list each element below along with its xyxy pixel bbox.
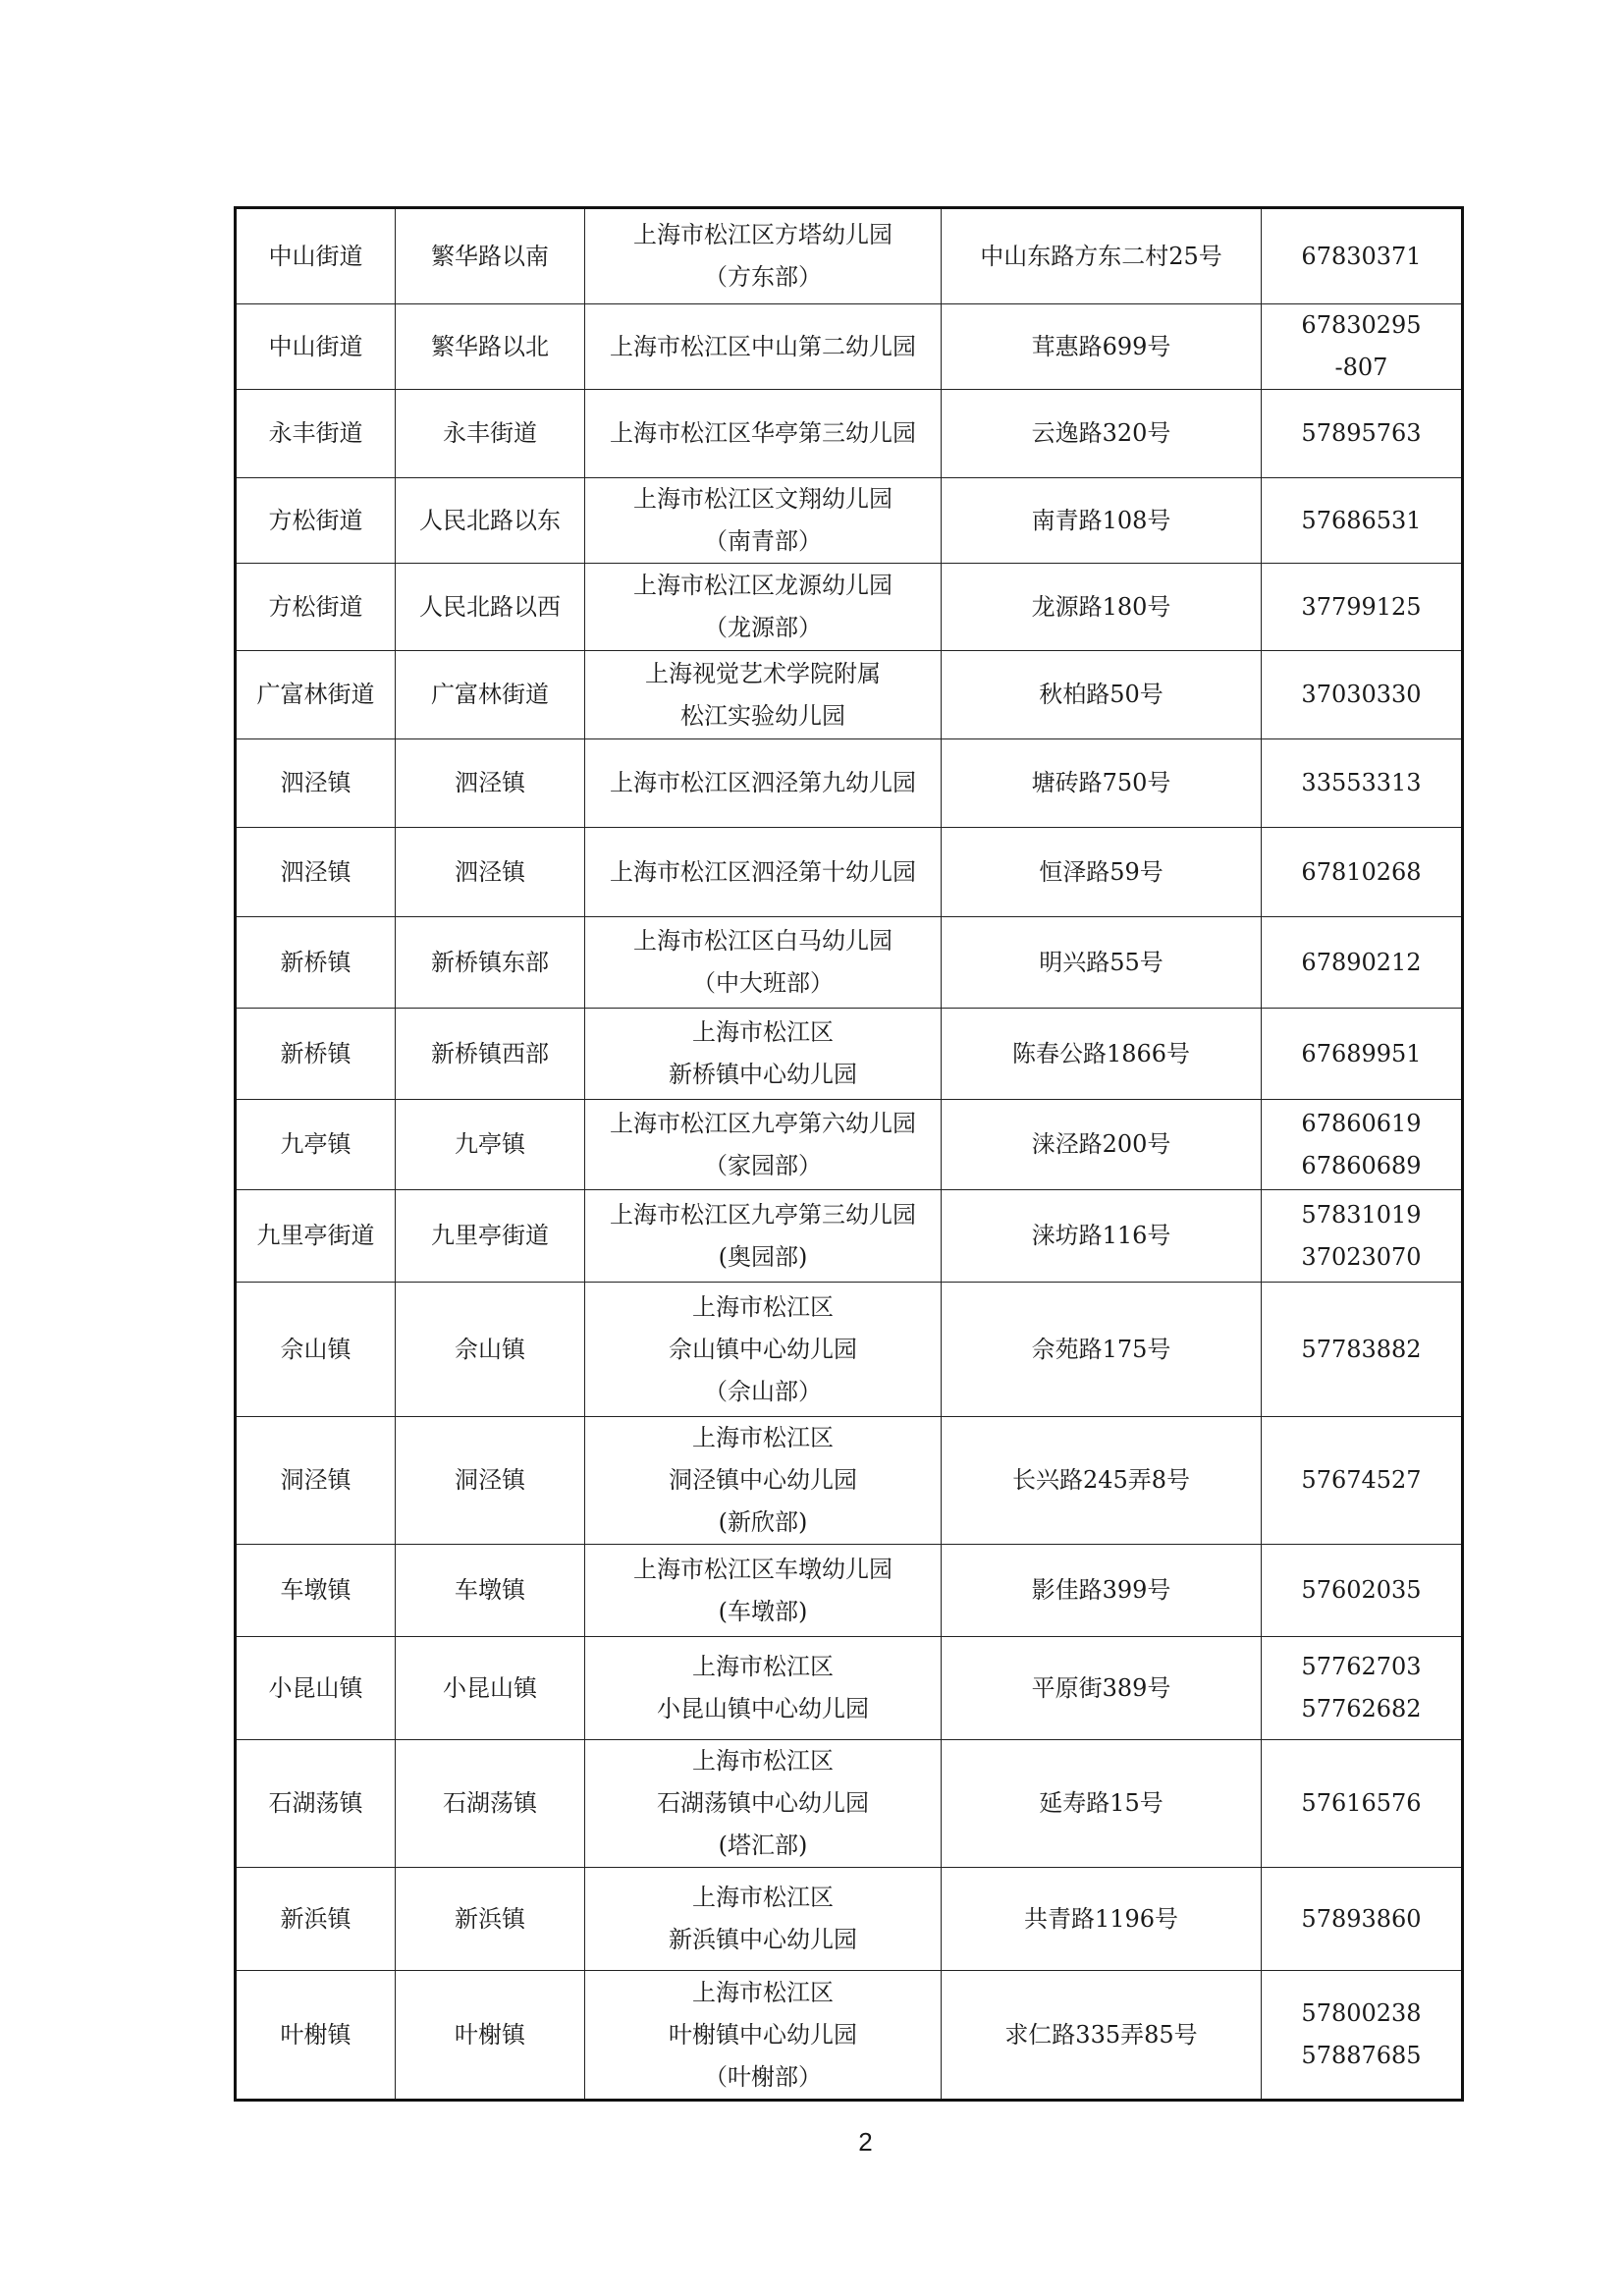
street-cell: 新浜镇: [236, 1868, 396, 1971]
school-cell: [585, 1545, 942, 1637]
area-cell: 广富林街道: [396, 651, 585, 739]
school-cell-line: 上海市松江区文翔幼儿园: [633, 485, 893, 513]
school-cell: [585, 390, 942, 478]
table-row: [236, 1971, 1463, 2101]
table-row: [236, 564, 1463, 651]
address-cell: 求仁路335弄85号: [942, 1971, 1262, 2101]
phone-cell: [1262, 564, 1463, 651]
phone-cell: [1262, 1868, 1463, 1971]
school-cell-line: 佘山镇中心幼儿园: [669, 1335, 857, 1363]
address-cell: 平原街389号: [942, 1637, 1262, 1740]
school-cell-line: 上海市松江区方塔幼儿园: [633, 221, 893, 248]
school-cell-line: 上海市松江区泗泾第九幼儿园: [610, 769, 916, 796]
street-cell: 方松街道: [236, 564, 396, 651]
area-cell: 车墩镇: [396, 1545, 585, 1637]
address-cell: 龙源路180号: [942, 564, 1262, 651]
table-row: [236, 1417, 1463, 1545]
street-cell: 佘山镇: [236, 1283, 396, 1417]
school-cell: [585, 208, 942, 304]
area-cell: 小昆山镇: [396, 1637, 585, 1740]
school-cell-line: 上海市松江区九亭第三幼儿园: [610, 1200, 916, 1229]
school-cell-line: (塔汇部): [718, 1831, 808, 1859]
phone-cell-line: 57616576: [1301, 1789, 1422, 1817]
phone-cell-line: 57686531: [1301, 506, 1422, 534]
school-cell-line: 上海市松江区中山第二幼儿园: [610, 332, 916, 360]
school-cell-line: 洞泾镇中心幼儿园: [669, 1466, 857, 1494]
school-cell: [585, 828, 942, 917]
school-cell-line: 叶榭镇中心幼儿园: [669, 2020, 857, 2049]
school-cell: [585, 1740, 942, 1868]
phone-cell-line: 67860619: [1301, 1109, 1422, 1137]
phone-cell-line: 67830295: [1301, 311, 1422, 339]
phone-cell: [1262, 917, 1463, 1009]
phone-cell-line: 67830371: [1301, 242, 1422, 270]
street-cell: 小昆山镇: [236, 1637, 396, 1740]
phone-cell-line: 57602035: [1301, 1576, 1422, 1604]
street-cell: 九亭镇: [236, 1100, 396, 1190]
school-cell-line: (新欣部): [718, 1508, 808, 1536]
phone-cell-line: 57831019: [1301, 1200, 1422, 1229]
area-cell: 泗泾镇: [396, 739, 585, 828]
phone-cell-line: 57895763: [1301, 419, 1422, 447]
phone-cell: [1262, 1190, 1463, 1283]
school-cell-line: 上海市松江区: [692, 1653, 834, 1680]
phone-cell-line: 37023070: [1301, 1242, 1422, 1271]
table-row: [236, 1545, 1463, 1637]
street-cell: 洞泾镇: [236, 1417, 396, 1545]
school-cell-line: （家园部）: [704, 1151, 822, 1179]
phone-cell-line: 57887685: [1301, 2042, 1422, 2069]
area-cell: 新桥镇西部: [396, 1009, 585, 1100]
phone-cell-line: 37799125: [1301, 592, 1422, 621]
school-cell: [585, 304, 942, 390]
area-cell: 佘山镇: [396, 1283, 585, 1417]
school-cell: [585, 478, 942, 564]
address-cell: 影佳路399号: [942, 1545, 1262, 1637]
street-cell: 九里亭街道: [236, 1190, 396, 1283]
school-cell-line: 上海市松江区: [692, 1018, 834, 1046]
street-cell: 泗泾镇: [236, 739, 396, 828]
school-cell-line: （方东部）: [704, 263, 822, 291]
school-cell-line: 新浜镇中心幼儿园: [669, 1926, 857, 1953]
school-cell-line: （叶榭部）: [704, 2062, 822, 2091]
phone-cell-line: 57762682: [1301, 1695, 1422, 1722]
street-cell: 永丰街道: [236, 390, 396, 478]
area-cell: 泗泾镇: [396, 828, 585, 917]
school-cell: [585, 739, 942, 828]
street-cell: 广富林街道: [236, 651, 396, 739]
street-cell: 中山街道: [236, 304, 396, 390]
area-cell: 繁华路以北: [396, 304, 585, 390]
school-cell-line: （佘山部）: [704, 1377, 822, 1405]
table-row: [236, 917, 1463, 1009]
school-cell-line: 上海市松江区白马幼儿园: [633, 927, 893, 955]
phone-cell: [1262, 304, 1463, 390]
area-cell: 永丰街道: [396, 390, 585, 478]
table-row: [236, 390, 1463, 478]
school-cell-line: 上海视觉艺术学院附属: [645, 659, 881, 687]
address-cell: 共青路1196号: [942, 1868, 1262, 1971]
phone-cell: [1262, 1283, 1463, 1417]
address-cell: 涞坊路116号: [942, 1190, 1262, 1283]
address-cell: 长兴路245弄8号: [942, 1417, 1262, 1545]
school-cell: [585, 1971, 942, 2101]
table-row: [236, 828, 1463, 917]
area-cell: 叶榭镇: [396, 1971, 585, 2101]
street-cell: 泗泾镇: [236, 828, 396, 917]
address-cell: 佘苑路175号: [942, 1283, 1262, 1417]
table-row: [236, 1100, 1463, 1190]
school-cell-line: 上海市松江区: [692, 1292, 834, 1321]
address-cell: 延寿路15号: [942, 1740, 1262, 1868]
phone-cell-line: 67890212: [1301, 948, 1422, 976]
street-cell: 叶榭镇: [236, 1971, 396, 2101]
school-cell-line: 新桥镇中心幼儿园: [669, 1061, 857, 1088]
school-cell-line: 松江实验幼儿园: [680, 701, 845, 730]
address-cell: 中山东路方东二村25号: [942, 208, 1262, 304]
phone-cell: [1262, 828, 1463, 917]
school-cell: [585, 1637, 942, 1740]
school-cell-line: 上海市松江区泗泾第十幼儿园: [610, 857, 916, 886]
phone-cell-line: 67860689: [1301, 1151, 1422, 1179]
table-row: [236, 739, 1463, 828]
phone-cell: [1262, 1637, 1463, 1740]
phone-cell: [1262, 1009, 1463, 1100]
phone-cell-line: -807: [1334, 354, 1388, 381]
street-cell: 新桥镇: [236, 1009, 396, 1100]
school-cell: [585, 1190, 942, 1283]
table-row: [236, 651, 1463, 739]
school-cell-line: 上海市松江区: [692, 1978, 834, 2006]
school-cell: [585, 1868, 942, 1971]
school-cell-line: （中大班部）: [692, 969, 834, 997]
area-cell: 新桥镇东部: [396, 917, 585, 1009]
phone-cell: [1262, 478, 1463, 564]
school-cell-line: 上海市松江区: [692, 1424, 834, 1451]
phone-cell: [1262, 208, 1463, 304]
area-cell: 人民北路以东: [396, 478, 585, 564]
table-row: [236, 208, 1463, 304]
phone-cell-line: 57893860: [1301, 1904, 1422, 1933]
area-cell: 新浜镇: [396, 1868, 585, 1971]
page-number: 2: [858, 2127, 873, 2157]
school-cell-line: （龙源部）: [704, 614, 822, 641]
school-cell-line: 上海市松江区车墩幼儿园: [633, 1555, 893, 1583]
street-cell: 新桥镇: [236, 917, 396, 1009]
street-cell: 车墩镇: [236, 1545, 396, 1637]
address-cell: 秋柏路50号: [942, 651, 1262, 739]
address-cell: 陈春公路1866号: [942, 1009, 1262, 1100]
school-cell-line: 上海市松江区九亭第六幼儿园: [610, 1109, 916, 1137]
street-cell: 方松街道: [236, 478, 396, 564]
school-cell: [585, 651, 942, 739]
school-cell: [585, 1100, 942, 1190]
phone-cell: [1262, 390, 1463, 478]
address-cell: 云逸路320号: [942, 390, 1262, 478]
phone-cell: [1262, 1545, 1463, 1637]
school-cell-line: 上海市松江区龙源幼儿园: [633, 572, 893, 599]
phone-cell: [1262, 1740, 1463, 1868]
phone-cell: [1262, 1971, 1463, 2101]
phone-cell-line: 57674527: [1301, 1466, 1422, 1494]
school-cell-line: 上海市松江区: [692, 1747, 834, 1775]
school-cell: [585, 1009, 942, 1100]
area-cell: 人民北路以西: [396, 564, 585, 651]
table-row: [236, 1868, 1463, 1971]
table-row: [236, 1637, 1463, 1740]
school-cell: [585, 1417, 942, 1545]
address-cell: 明兴路55号: [942, 917, 1262, 1009]
phone-cell-line: 67810268: [1301, 857, 1422, 886]
address-cell: 南青路108号: [942, 478, 1262, 564]
school-cell: [585, 1283, 942, 1417]
area-cell: 繁华路以南: [396, 208, 585, 304]
table-row: [236, 1283, 1463, 1417]
school-cell-line: 石湖荡镇中心幼儿园: [657, 1789, 869, 1817]
address-cell: 茸惠路699号: [942, 304, 1262, 390]
phone-cell: [1262, 739, 1463, 828]
address-cell: 恒泽路59号: [942, 828, 1262, 917]
table-row: [236, 1190, 1463, 1283]
phone-cell: [1262, 1417, 1463, 1545]
street-cell: 石湖荡镇: [236, 1740, 396, 1868]
table-row: [236, 1009, 1463, 1100]
school-cell-line: （南青部）: [704, 527, 822, 555]
phone-cell-line: 67689951: [1301, 1039, 1422, 1067]
address-cell: 塘砖路750号: [942, 739, 1262, 828]
school-cell: [585, 564, 942, 651]
table-row: [236, 1740, 1463, 1868]
table-row: [236, 304, 1463, 390]
phone-cell-line: 57762703: [1301, 1653, 1422, 1680]
address-cell: 涞泾路200号: [942, 1100, 1262, 1190]
phone-cell: [1262, 1100, 1463, 1190]
table-row: [236, 478, 1463, 564]
street-cell: 中山街道: [236, 208, 396, 304]
area-cell: 洞泾镇: [396, 1417, 585, 1545]
area-cell: 石湖荡镇: [396, 1740, 585, 1868]
phone-cell-line: 37030330: [1301, 681, 1422, 708]
phone-cell-line: 57800238: [1301, 1999, 1422, 2027]
phone-cell: [1262, 651, 1463, 739]
phone-cell-line: 57783882: [1301, 1335, 1422, 1363]
school-cell: [585, 917, 942, 1009]
school-cell-line: (奥园部): [718, 1242, 808, 1271]
school-cell-line: 上海市松江区华亭第三幼儿园: [610, 419, 916, 447]
school-cell-line: (车墩部): [718, 1597, 808, 1625]
area-cell: 九亭镇: [396, 1100, 585, 1190]
kindergarten-table: [234, 206, 1464, 2102]
school-cell-line: 上海市松江区: [692, 1884, 834, 1911]
phone-cell-line: 33553313: [1301, 769, 1422, 796]
school-cell-line: 小昆山镇中心幼儿园: [657, 1695, 869, 1722]
area-cell: 九里亭街道: [396, 1190, 585, 1283]
